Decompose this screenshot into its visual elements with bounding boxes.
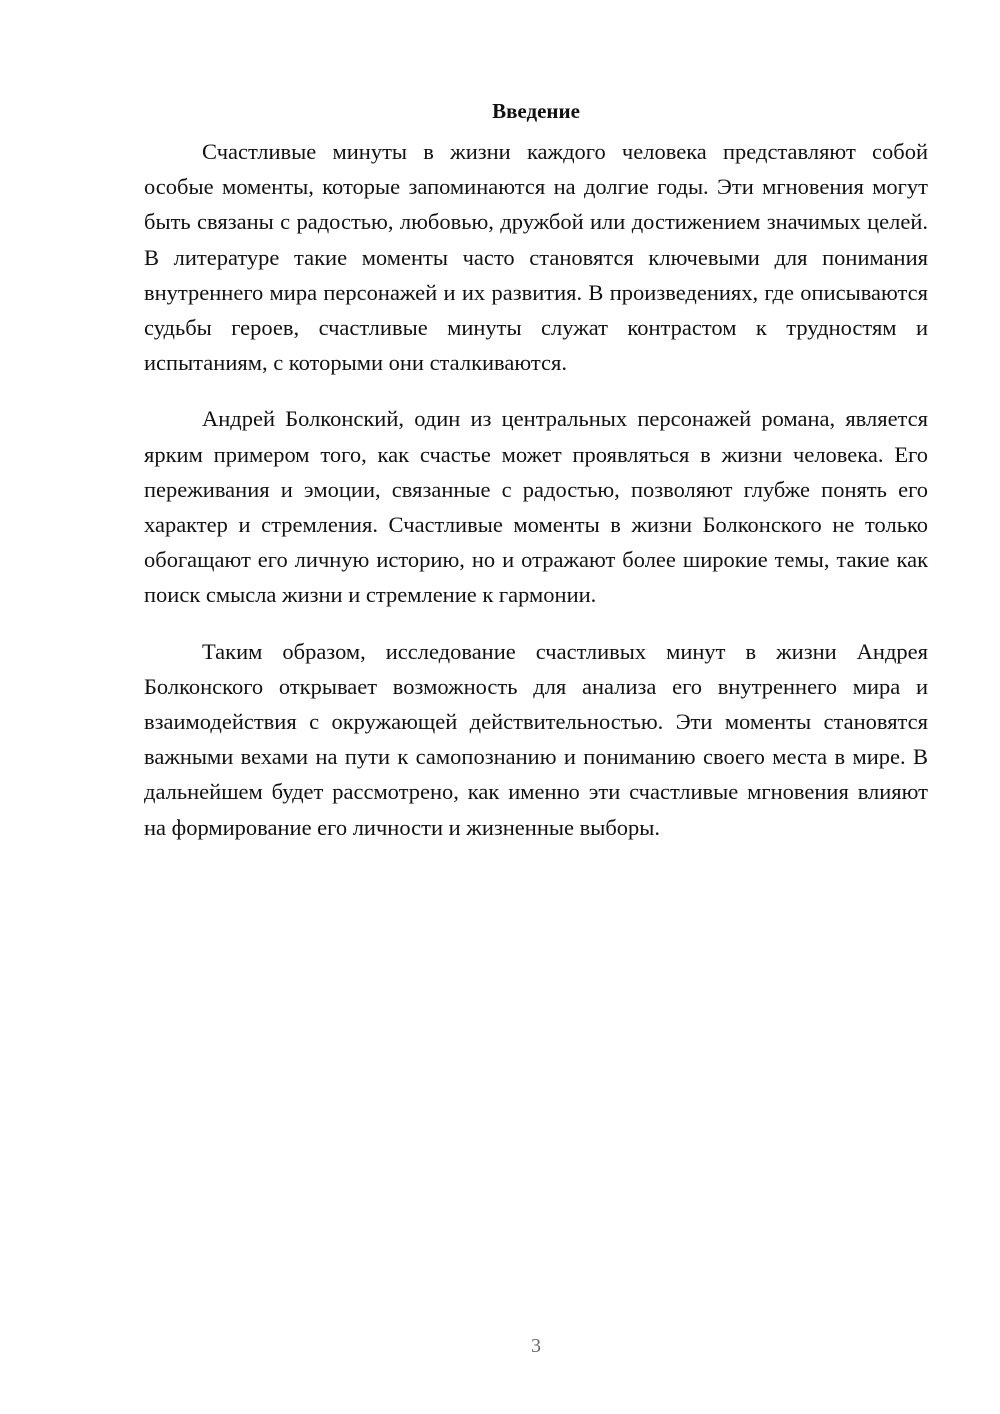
page-number: 3 xyxy=(531,1335,541,1357)
section-heading: Введение xyxy=(492,99,580,123)
paragraph-intro: Счастливые минуты в жизни каждого человека представляют собой особые моменты, которые запоминаются на долгие годы. Эти мгновения могут быть связаны с радостью, любовью, дружбой или достижением значимых целей. В литературе такие моменты часто становятся ключевыми для понимания внутреннего мира персонажей и их развития. В произведениях, где описываются судьбы героев, счастливые минуты служат контрастом к трудностям и испытаниям, с которыми они сталкиваются. xyxy=(144,139,928,376)
paragraph-bolkonsky: Андрей Болконский, один из центральных персонажей романа, является ярким примером того, как счастье может проявляться в жизни человека. Его переживания и эмоции, связанные с радостью, позволяют глубже понять его характер и стремления. Счастливые моменты в жизни Болконского не только обогащают его личную историю, но и отражают более широкие темы, такие как поиск смысла жизни и стремление к гармонии. xyxy=(144,406,928,608)
page-content xyxy=(144,88,928,845)
paragraph-conclusion: Таким образом, исследование счастливых минут в жизни Андрея Болконского открывает возможность для анализа его внутреннего мира и взаимодействия с окружающей действительностью. Эти моменты становятся важными вехами на пути к самопознанию и пониманию своего места в мире. В дальнейшем будет рассмотрено, как именно эти счастливые мгновения влияют на формирование его личности и жизненные выборы. xyxy=(144,638,928,840)
